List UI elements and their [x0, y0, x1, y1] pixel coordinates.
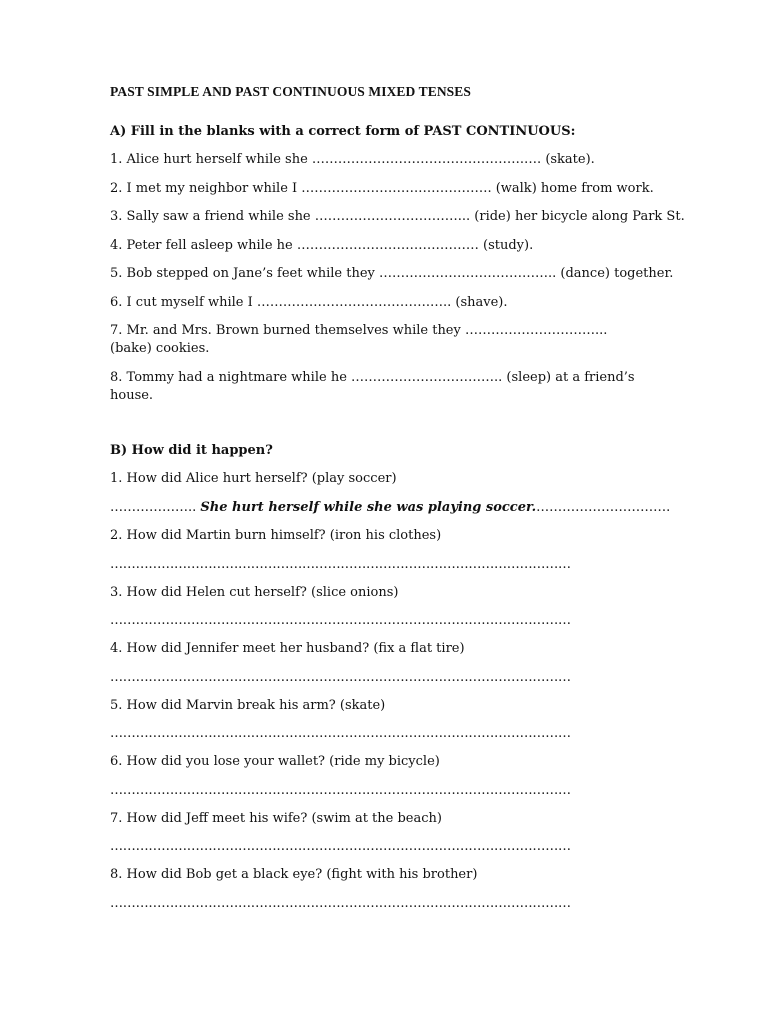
example-answer-line [110, 499, 710, 517]
answer-dots-prefix: ……………….. [110, 499, 201, 515]
section-a-heading: A) Fill in the blanks with a correct form of PAST CONTINUOUS: [110, 124, 576, 139]
section-b-question: 4. How did Jennifer meet her husband? (fix a flat tire) [110, 641, 465, 656]
section-a-item: 1. Alice hurt herself while she ………………………………………….…. (skate). [110, 152, 595, 167]
worksheet-title: PAST SIMPLE AND PAST CONTINUOUS MIXED TENSES [110, 84, 471, 99]
section-a-item: 7. Mr. and Mrs. Brown burned themselves while they …………………………... (bake) cookies. [110, 323, 608, 356]
section-b-question: 5. How did Marvin break his arm? (skate) [110, 697, 386, 713]
section-a-item: 4. Peter fell asleep while he …………………………………… (study). [110, 237, 534, 253]
section-b-question: 3. How did Helen cut herself? (slice onions) [110, 584, 399, 600]
section-a-item: 8. Tommy had a nightmare while he …………………………….. (sleep) at a friend’s house. [110, 369, 635, 403]
section-a-item: 3. Sally saw a friend while she ……………………………... (ride) her bicycle along Park St. [110, 209, 685, 224]
answer-blank-line[interactable]: ……………………………………………………………………………………………… [110, 613, 571, 628]
section-a-item: 5. Bob stepped on Jane’s feet while they ………………………………….. (dance) together. [110, 266, 674, 281]
answer-blank-line[interactable]: ……………………………………………………………………………………………… [110, 726, 571, 741]
section-a-item: 2. I met my neighbor while I ……………………….……………. (walk) home from work. [110, 180, 654, 196]
answer-blank-line[interactable]: ……………………………………………………………………………………………… [110, 782, 571, 798]
section-b-question: 7. How did Jeff meet his wife? (swim at the beach) [110, 810, 442, 826]
section-b-question: 6. How did you lose your wallet? (ride my bicycle) [110, 754, 440, 769]
example-answer: She hurt herself while she was playing soccer. [200, 499, 537, 515]
section-spacer [110, 415, 710, 442]
worksheet-page [110, 82, 710, 923]
section-b-question: 8. How did Bob get a black eye? (fight with his brother) [110, 867, 478, 882]
answer-dots-suffix: …………………………. [536, 499, 671, 515]
answer-blank-line[interactable]: ……………………………………………………………………………………………… [110, 839, 571, 854]
section-a-item: 6. I cut myself while I ………………………………….….. (shave). [110, 294, 508, 310]
answer-blank-line[interactable]: ……………………………………………………………………………………………… [110, 556, 571, 572]
answer-blank-line[interactable]: ……………………………………………………………………………………………… [110, 669, 571, 685]
section-b-heading: B) How did it happen? [110, 443, 273, 458]
section-b-question: 1. How did Alice hurt herself? (play soccer) [110, 471, 397, 486]
section-b-question: 2. How did Martin burn himself? (iron his clothes) [110, 528, 442, 543]
answer-blank-line[interactable]: ……………………………………………………………………………………………… [110, 895, 571, 911]
